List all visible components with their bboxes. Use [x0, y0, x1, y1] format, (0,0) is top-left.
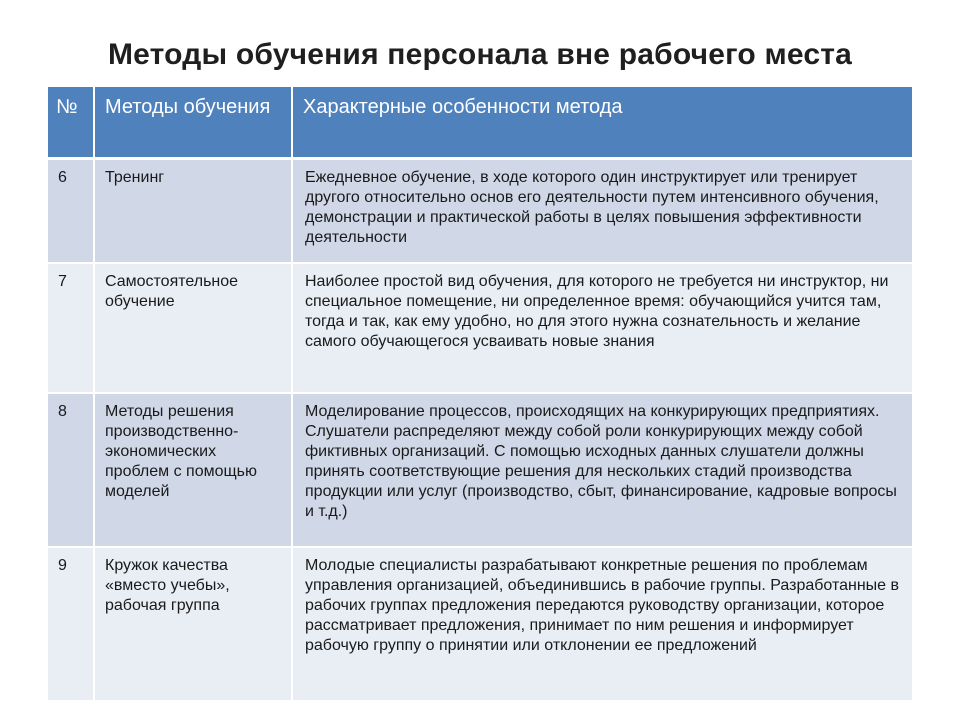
row-description: Наиболее простой вид обучения, для которого не требуется ни инструктор, ни специальное помещение, ни определенное время: обучающийся учится там, тогда и так, как ему удобно, но для этого нужна сознательность и желание самого обучающегося усваивать новые знания	[292, 263, 912, 393]
header-method: Методы обучения	[94, 87, 292, 159]
row-method: Методы решения производственно-экономических проблем с помощью моделей	[94, 393, 292, 547]
header-description: Характерные особенности метода	[292, 87, 912, 159]
row-description: Молодые специалисты разрабатывают конкретные решения по проблемам управления организацией, объединившись в рабочие группы. Разработанные в рабочих группах предложения передаются руководству организации, которое рассматривает предложения, принимает по ним решения и информирует рабочую группу о принятии или отклонении ее предложений	[292, 547, 912, 701]
row-method: Самостоятельное обучение	[94, 263, 292, 393]
row-number: 9	[48, 547, 94, 701]
row-number: 6	[48, 159, 94, 264]
row-description: Ежедневное обучение, в ходе которого один инструктирует или тренирует другого относительно основ его деятельности путем интенсивного обучения, демонстрации и практической работы в целях повышения эффективности деятельности	[292, 159, 912, 264]
page-title: Методы обучения персонала вне рабочего места	[107, 38, 853, 71]
header-number: №	[48, 87, 94, 159]
table-row	[48, 263, 912, 393]
row-number: 8	[48, 393, 94, 547]
row-number: 7	[48, 263, 94, 393]
row-method: Тренинг	[94, 159, 292, 264]
row-method: Кружок качества «вместо учебы», рабочая группа	[94, 547, 292, 701]
table-row	[48, 393, 912, 547]
table-row	[48, 547, 912, 701]
table-row	[48, 159, 912, 264]
methods-table	[48, 87, 912, 702]
row-description: Моделирование процессов, происходящих на конкурирующих предприятиях. Слушатели распределяют между собой роли конкурирующих между собой фиктивных организаций. С помощью исходных данных слушатели должны принять соответствующие решения для нескольких стадий производства продукции или услуг (производство, сбыт, финансирование, кадровые вопросы и т.д.)	[292, 393, 912, 547]
table-header-row	[48, 87, 912, 159]
